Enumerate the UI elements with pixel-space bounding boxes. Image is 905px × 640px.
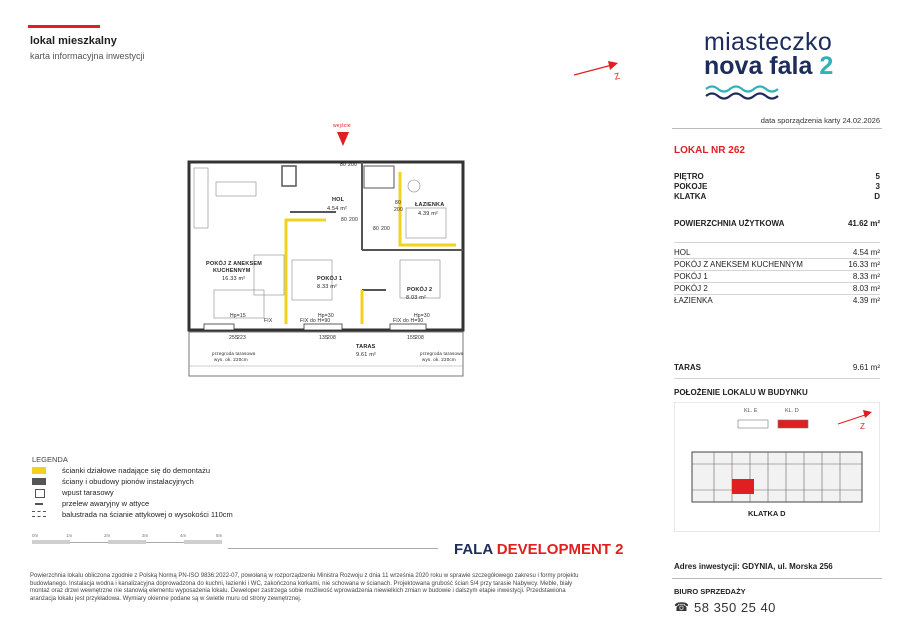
legend-swatch-grey (32, 478, 46, 485)
room-area-taras: 9.61 m² (356, 352, 377, 358)
page-title: lokal mieszkalny (30, 35, 117, 47)
footnote: Powierzchnia lokalu obliczona zgodnie z Polską Normą PN-ISO 9836:2022-07, powołaną w rozporządzeniu Ministra Rozwoju z dnia 11 września 2020 roku w sprawie szczegółowego zakresu i formy projektu budowlanego. Instalacja wodna i kanalizacyjna doprowadzona do kuchni, łazienki i WC, zakończona korkami, nie schowana w ścianach. Projektowana grubość ścian 5/4 przy tarasie Nabywcy. Meble, biały montaż oraz drzwi wewnętrzne nie stanowią elementu wyposażenia lokalu. Deweloper zastrzega sobie możliwość wprowadzenia niewielkich zmian w budowie i dalszym etapie inwestycji. Przedstawiona aranżacja lokalu jest przykładowa. Wymiary okienne podane są w świetle muru od strony zewnętrznej. (30, 573, 579, 602)
terrace-divider-note-1a: przegroda tarasowa (212, 351, 256, 356)
room-label-taras: TARAS (356, 344, 376, 350)
developer-logo (454, 541, 623, 558)
window-fix-1: FIX (264, 318, 273, 324)
unit-heading: LOKAL NR 262 (674, 145, 745, 156)
brand-logo (704, 28, 854, 108)
door-dim: 80 (373, 226, 379, 232)
room-area: 4.39 m² (852, 296, 880, 305)
window-dim: 135 (319, 335, 328, 341)
room-area-pokoj2: 8.03 m² (406, 295, 427, 301)
address-rule (672, 578, 882, 579)
divider (674, 378, 880, 379)
room-area-aneks: 16.33 m² (222, 276, 246, 282)
brand-line1: miasteczko (704, 28, 833, 56)
room-name: POKÓJ 2 (674, 284, 708, 293)
room-label-lazienka: ŁAZIENKA (415, 202, 445, 208)
door-dim: 200 (348, 162, 357, 168)
terrace-divider-note-1b: wys. ok. 220cm (214, 357, 248, 362)
header-accent-bar (28, 25, 100, 28)
scale-tick: 4m (180, 533, 187, 538)
room-area-pokoj1: 8.33 m² (317, 284, 338, 290)
brand-number: 2 (819, 52, 834, 80)
scale-bar (32, 533, 223, 550)
door-dim: 80 (340, 162, 346, 168)
legend-swatch-yellow (32, 467, 46, 474)
prop-value: 3 (875, 182, 880, 191)
terrace-divider-note-2a: przegroda tarasowa (420, 351, 464, 356)
door-dim: 80 (341, 217, 347, 223)
area-row (674, 219, 880, 231)
entry-label: wejście (333, 123, 351, 129)
room-label-pokoj2: POKÓJ 2 (407, 287, 433, 293)
terrace-label: TARAS (674, 363, 701, 372)
klatka-e-label: KL. E (744, 408, 758, 414)
developer-number: 2 (615, 541, 624, 558)
door-dim: 200 (349, 217, 358, 223)
card-date-rule (672, 128, 882, 129)
svg-text:Z: Z (860, 422, 865, 431)
legend-text: przelew awaryjny w attyce (62, 499, 150, 508)
terrace-row (674, 363, 880, 375)
room-label-aneks-2: KUCHENNYM (213, 268, 251, 274)
room-area-hol: 4.54 m² (327, 206, 348, 212)
room-area: 16.33 m² (848, 260, 880, 269)
prop-label: KLATKA (674, 192, 707, 201)
terrace-value: 9.61 m² (852, 363, 880, 372)
divider-bottom (228, 548, 438, 549)
developer-name-a: FALA (454, 541, 493, 558)
divider (674, 242, 880, 243)
developer-name-b: DEVELOPMENT (496, 541, 611, 558)
legend-title: LEGENDA (32, 455, 68, 464)
divider (674, 282, 880, 283)
window-fix-2: FIX do H=90 (300, 318, 331, 324)
prop-value: 5 (875, 172, 880, 181)
prop-row (674, 192, 880, 204)
door-dim: 80 (395, 200, 401, 206)
sales-phone[interactable]: 58 350 25 40 (694, 600, 776, 615)
overflow-icon (35, 500, 43, 505)
window-fix-3: FIX do H=90 (393, 318, 424, 324)
window-hp-3: Hp=30 (414, 313, 430, 319)
legend-text: wpust tarasowy (62, 488, 114, 497)
divider (674, 294, 880, 295)
location-heading: POŁOŻENIE LOKALU W BUDYNKU (674, 388, 808, 397)
room-label-hol: HOL (332, 197, 345, 203)
door-dim: 200 (394, 207, 403, 213)
room-area-lazienka: 4.39 m² (418, 211, 439, 217)
room-name: POKÓJ 1 (674, 272, 708, 281)
room-area: 8.03 m² (852, 284, 880, 293)
room-label-pokoj1: POKÓJ 1 (317, 276, 343, 282)
phone-icon: ☎ (674, 600, 689, 614)
prop-value: D (874, 192, 880, 201)
window-dim: 208 (327, 335, 336, 341)
window-dim: 155 (407, 335, 416, 341)
svg-text:Z: Z (613, 70, 622, 82)
waves-icon (704, 84, 784, 104)
scale-tick: 0m (32, 533, 39, 538)
entry-arrow-icon (337, 132, 349, 146)
legend-text: ścianki działowe nadające się do demontażu (62, 466, 211, 475)
card-date: data sporządzenia karty 24.02.2026 (760, 116, 880, 125)
divider (674, 270, 880, 271)
scale-tick: 5m (216, 533, 223, 538)
page-subtitle: karta informacyjna inwestycji (30, 51, 145, 61)
scale-tick: 2m (104, 533, 111, 538)
window-dim: 208 (415, 335, 424, 341)
door-dim: 200 (381, 226, 390, 232)
north-arrow-icon (572, 55, 632, 85)
room-area: 4.54 m² (852, 248, 880, 257)
scale-tick: 3m (142, 533, 149, 538)
scale-tick: 1m (66, 533, 73, 538)
room-name: POKÓJ Z ANEKSEM KUCHENNYM (674, 260, 803, 269)
legend-text: balustrada na ścianie attykowej o wysokości 110cm (62, 510, 233, 519)
railing-icon (32, 511, 46, 517)
brand-line2: nova fala (704, 52, 813, 80)
room-area: 8.33 m² (852, 272, 880, 281)
drain-icon (35, 489, 45, 498)
area-label: POWIERZCHNIA UŻYTKOWA (674, 219, 785, 228)
room-row (674, 296, 880, 308)
klatka-caption: KLATKA D (748, 509, 786, 518)
klatka-d-label: KL. D (785, 408, 799, 414)
room-name: HOL (674, 248, 691, 257)
area-value: 41.62 m² (847, 219, 880, 228)
window-dim: 255 (229, 335, 238, 341)
terrace-divider-note-2b: wys. ok. 220cm (422, 357, 456, 362)
room-label-aneks-1: POKÓJ Z ANEKSEM (206, 261, 262, 267)
window-hp-2: Hp=30 (318, 313, 334, 319)
prop-label: PIĘTRO (674, 172, 704, 181)
divider (674, 258, 880, 259)
window-dim: 223 (237, 335, 246, 341)
sales-label: BIURO SPRZEDAŻY (674, 587, 746, 596)
legend-text: ściany i obudowy pionów instalacyjnych (62, 477, 194, 486)
investment-address: Adres inwestycji: GDYNIA, ul. Morska 256 (674, 562, 833, 571)
room-name: ŁAZIENKA (674, 296, 713, 305)
floor-plan (186, 120, 468, 385)
prop-label: POKOJE (674, 182, 708, 191)
window-hp-1: Hp=15 (230, 313, 246, 319)
